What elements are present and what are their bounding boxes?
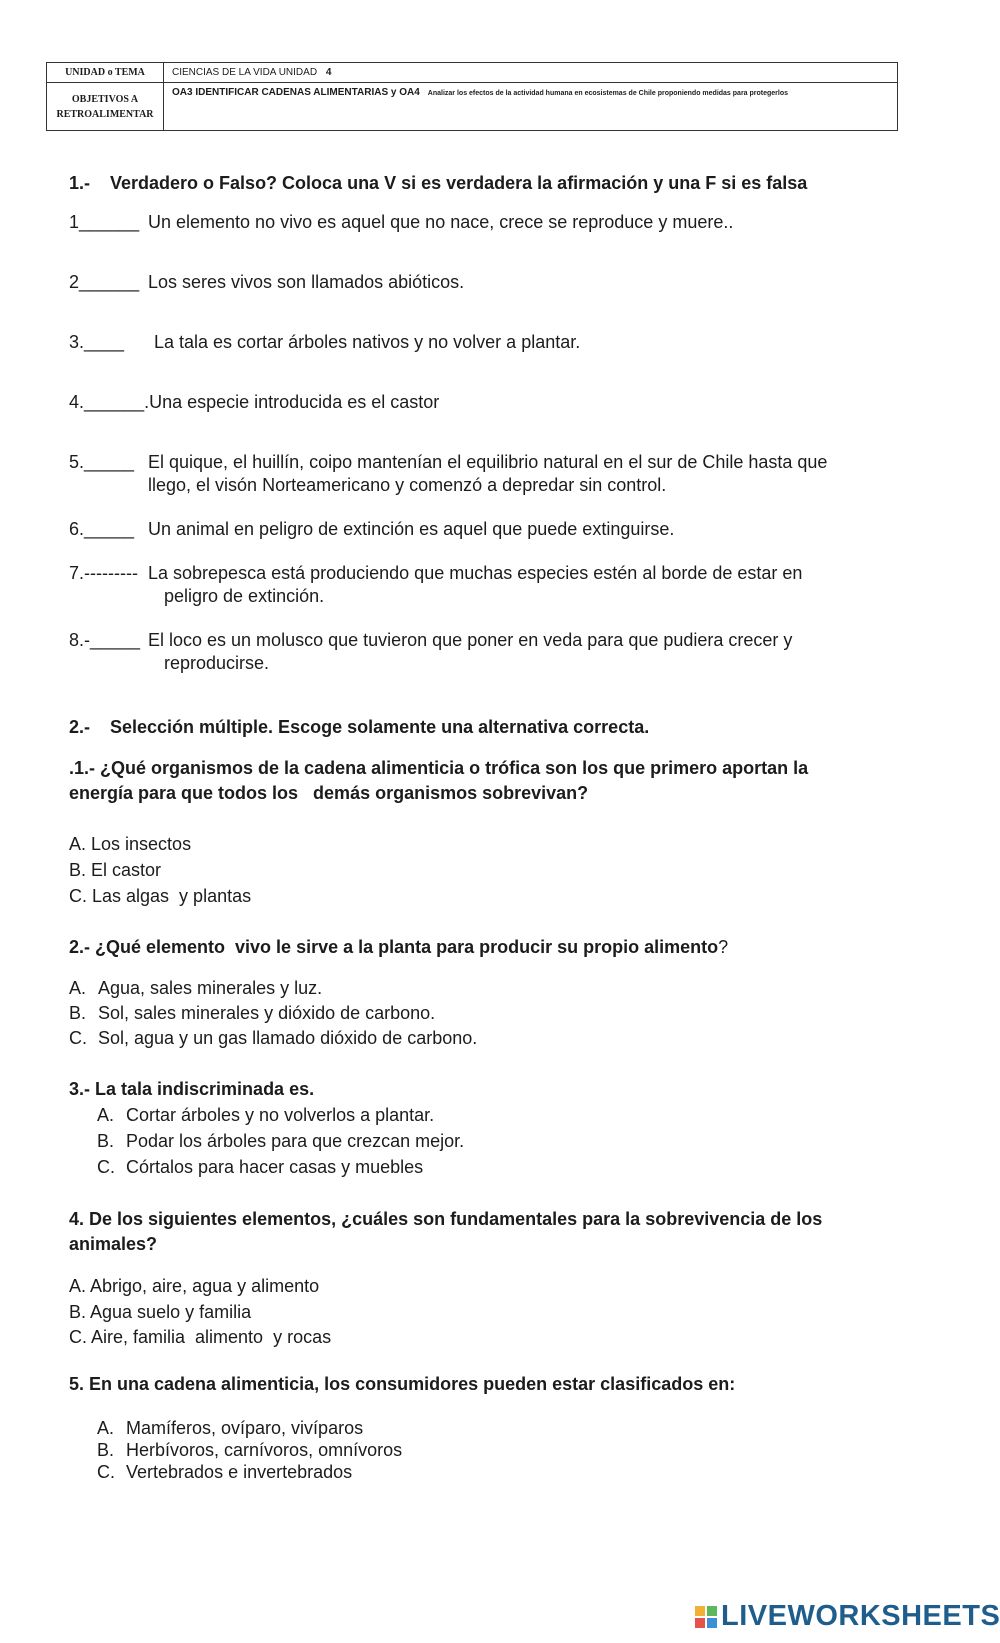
tf-item-8-cont: reproducirse. (164, 653, 270, 673)
objectives-value: OA3 IDENTIFICAR CADENAS ALIMENTARIAS y OA4 Analizar los efectos de la actividad humana en ecosistemas de Chile proponiendo medidas para protegerlos (164, 83, 898, 131)
q4-line2: animales? (69, 1234, 158, 1254)
q1-line2: energía para que todos los demás organismos sobrevivan? (69, 783, 589, 803)
logo-square-yellow (695, 1606, 705, 1616)
tf-item-2: 2______ Los seres vivos son llamados abióticos. (69, 272, 465, 292)
q1-option-b: B. El castor (69, 860, 162, 880)
unit-label: UNIDAD o TEMA (47, 63, 164, 83)
tf-item-8: 8.-_____ El loco es un molusco que tuvieron que poner en veda para que pudiera crecer y (69, 630, 793, 650)
section1-title: 1.- Verdadero o Falso? Coloca una V si es verdadera la afirmación y una F si es falsa (69, 173, 808, 193)
tf-item-5-cont: llego, el visón Norteamericano y comenzó a depredar sin control. (148, 475, 667, 495)
logo-text: LIVEWORKSHEETS (721, 1600, 1000, 1632)
q5-question: 5. En una cadena alimenticia, los consumidores pueden estar clasificados en: (69, 1374, 736, 1394)
tf-item-6: 6._____ Un animal en peligro de extinción es aquel que puede extinguirse. (69, 519, 675, 539)
q4-line1: 4. De los siguientes elementos, ¿cuáles son fundamentales para la sobrevivencia de los (69, 1209, 823, 1229)
q5-option-c: C. Vertebrados e invertebrados (97, 1462, 353, 1482)
logo-square-red (695, 1618, 705, 1628)
header-table (46, 62, 898, 131)
q2-option-a: A. Agua, sales minerales y luz. (69, 978, 323, 998)
q3-option-c: C. Córtalos para hacer casas y muebles (97, 1157, 424, 1177)
liveworksheets-logo (695, 1600, 1000, 1633)
q3-question: 3.- La tala indiscriminada es. (69, 1079, 315, 1099)
q1-option-c: C. Las algas y plantas (69, 886, 252, 906)
logo-square-green (707, 1606, 717, 1616)
tf-item-1: 1______ Un elemento no vivo es aquel que no nace, crece se reproduce y muere.. (69, 212, 734, 232)
q4-option-c: C. Aire, familia alimento y rocas (69, 1327, 332, 1347)
q2-question: 2.- ¿Qué elemento vivo le sirve a la planta para producir su propio alimento? (69, 937, 729, 957)
section2-title: 2.- Selección múltiple. Escoge solamente una alternativa correcta. (69, 717, 650, 737)
logo-square-blue (707, 1618, 717, 1628)
tf-item-3: 3.____ La tala es cortar árboles nativos y no volver a plantar. (69, 332, 581, 352)
logo-squares-icon (695, 1606, 717, 1628)
q5-option-a: A. Mamíferos, ovíparo, vivíparos (97, 1418, 364, 1438)
q2-option-c: C. Sol, agua y un gas llamado dióxido de carbono. (69, 1028, 478, 1048)
q3-option-b: B. Podar los árboles para que crezcan mejor. (97, 1131, 465, 1151)
q3-option-a: A. Cortar árboles y no volverlos a plantar. (97, 1105, 435, 1125)
q1-line1: .1.- ¿Qué organismos de la cadena alimenticia o trófica son los que primero aportan la (69, 758, 809, 778)
tf-item-4: 4.______.Una especie introducida es el castor (69, 392, 440, 412)
tf-item-5: 5._____ El quique, el huillín, coipo mantenían el equilibrio natural en el sur de Chile hasta que (69, 452, 828, 472)
objectives-label: OBJETIVOS A RETROALIMENTAR (47, 83, 164, 131)
q5-option-b: B. Herbívoros, carnívoros, omnívoros (97, 1440, 403, 1460)
tf-item-7-cont: peligro de extinción. (164, 586, 325, 606)
q2-option-b: B. Sol, sales minerales y dióxido de carbono. (69, 1003, 436, 1023)
q1-option-a: A. Los insectos (69, 834, 192, 854)
q4-option-a: A. Abrigo, aire, agua y alimento (69, 1276, 320, 1296)
q4-option-b: B. Agua suelo y familia (69, 1302, 252, 1322)
tf-item-7: 7.--------- La sobrepesca está produciendo que muchas especies estén al borde de estar en (69, 563, 803, 583)
unit-value: CIENCIAS DE LA VIDA UNIDAD 4 (164, 63, 898, 83)
